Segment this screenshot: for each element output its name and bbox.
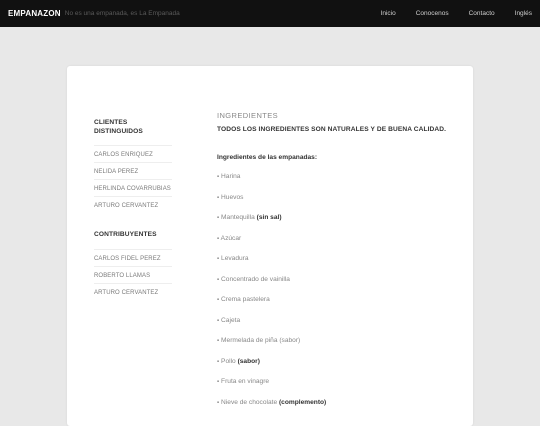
ingredient-note: (complemento) bbox=[278, 398, 327, 406]
ingredient-item: - Azúcar bbox=[217, 234, 242, 242]
client-item: NELIDA PEREZ bbox=[94, 163, 172, 180]
ingredient-name: Harina bbox=[221, 173, 241, 180]
content-card bbox=[67, 66, 473, 426]
ingredient-name: Fruta en vinagre bbox=[221, 378, 270, 385]
ingredient-item: - Mantequilla (sin sal) bbox=[217, 214, 282, 221]
brand-logo[interactable]: EMPANAZON bbox=[8, 9, 61, 18]
ingredient-item: - Nieve de chocolate (complemento) bbox=[217, 398, 327, 406]
client-item: ARTURO CERVANTEZ bbox=[94, 203, 159, 209]
nav-link-conocenos[interactable]: Conocenos bbox=[415, 10, 449, 17]
ingredient-name: Cajeta bbox=[221, 316, 241, 324]
ingredient-item: - Harina bbox=[217, 173, 241, 180]
ingredient-note: (sabor) bbox=[237, 357, 260, 365]
contributors-heading: CONTRIBUYENTES bbox=[94, 231, 157, 238]
section-eyebrow: INGREDIENTES bbox=[217, 111, 279, 120]
ingredient-item: - Fruta en vinagre bbox=[217, 378, 270, 385]
contributor-item: ARTURO CERVANTEZ bbox=[94, 289, 159, 296]
ingredient-item: - Levadura bbox=[217, 255, 249, 262]
contributors-list bbox=[94, 249, 172, 300]
clients-heading: CLIENTES DISTINGUIDOS bbox=[94, 119, 143, 135]
ingredient-item: - Concentrado de vainilla bbox=[217, 275, 290, 283]
ingredient-name: Mantequilla bbox=[221, 214, 255, 221]
client-item: CARLOS ENRIQUEZ bbox=[94, 146, 172, 163]
ingredient-item: - Crema pastelera bbox=[217, 296, 270, 303]
ingredient-name: Nieve de chocolate bbox=[221, 398, 278, 406]
nav-link-inicio[interactable]: Inicio bbox=[380, 10, 396, 17]
ingredient-note: (sin sal) bbox=[256, 214, 282, 221]
contributor-item: ROBERTO LLAMAS bbox=[94, 267, 172, 284]
ingredient-item: - Cajeta bbox=[217, 316, 241, 324]
client-item: HERLINDA COVARRUBIAS bbox=[94, 180, 172, 197]
brand-tagline: No es una empanada, es La Empanada bbox=[64, 10, 180, 17]
ingredient-name: Mermelada de piña (sabor) bbox=[221, 337, 301, 344]
sidebar bbox=[94, 119, 172, 300]
ingredient-name: Azúcar bbox=[220, 234, 242, 242]
nav-link-ingles[interactable]: Inglés bbox=[514, 10, 532, 17]
ingredient-name: Huevos bbox=[221, 193, 244, 201]
main-nav bbox=[361, 0, 532, 27]
ingredient-item: - Mermelada de piña (sabor) bbox=[217, 337, 301, 344]
nav-link-contacto[interactable]: Contacto bbox=[468, 10, 495, 17]
ingredient-name: Levadura bbox=[221, 255, 249, 262]
ingredients-list bbox=[217, 173, 467, 419]
ingredient-name: Concentrado de vainilla bbox=[221, 275, 290, 283]
top-navbar bbox=[0, 0, 540, 27]
clients-list bbox=[94, 145, 172, 213]
ingredient-item: - Huevos bbox=[217, 193, 244, 201]
ingredient-name: Crema pastelera bbox=[221, 296, 270, 303]
main-content bbox=[217, 111, 467, 419]
contributor-item: CARLOS FIDEL PEREZ bbox=[94, 250, 172, 267]
section-title: TODOS LOS INGREDIENTES SON NATURALES Y DE BUENA CALIDAD. bbox=[217, 126, 447, 133]
ingredient-name: Pollo bbox=[221, 357, 236, 365]
ingredient-item: - Pollo (sabor) bbox=[217, 357, 260, 365]
ingredients-subheading: Ingredientes de las empanadas: bbox=[217, 154, 318, 161]
